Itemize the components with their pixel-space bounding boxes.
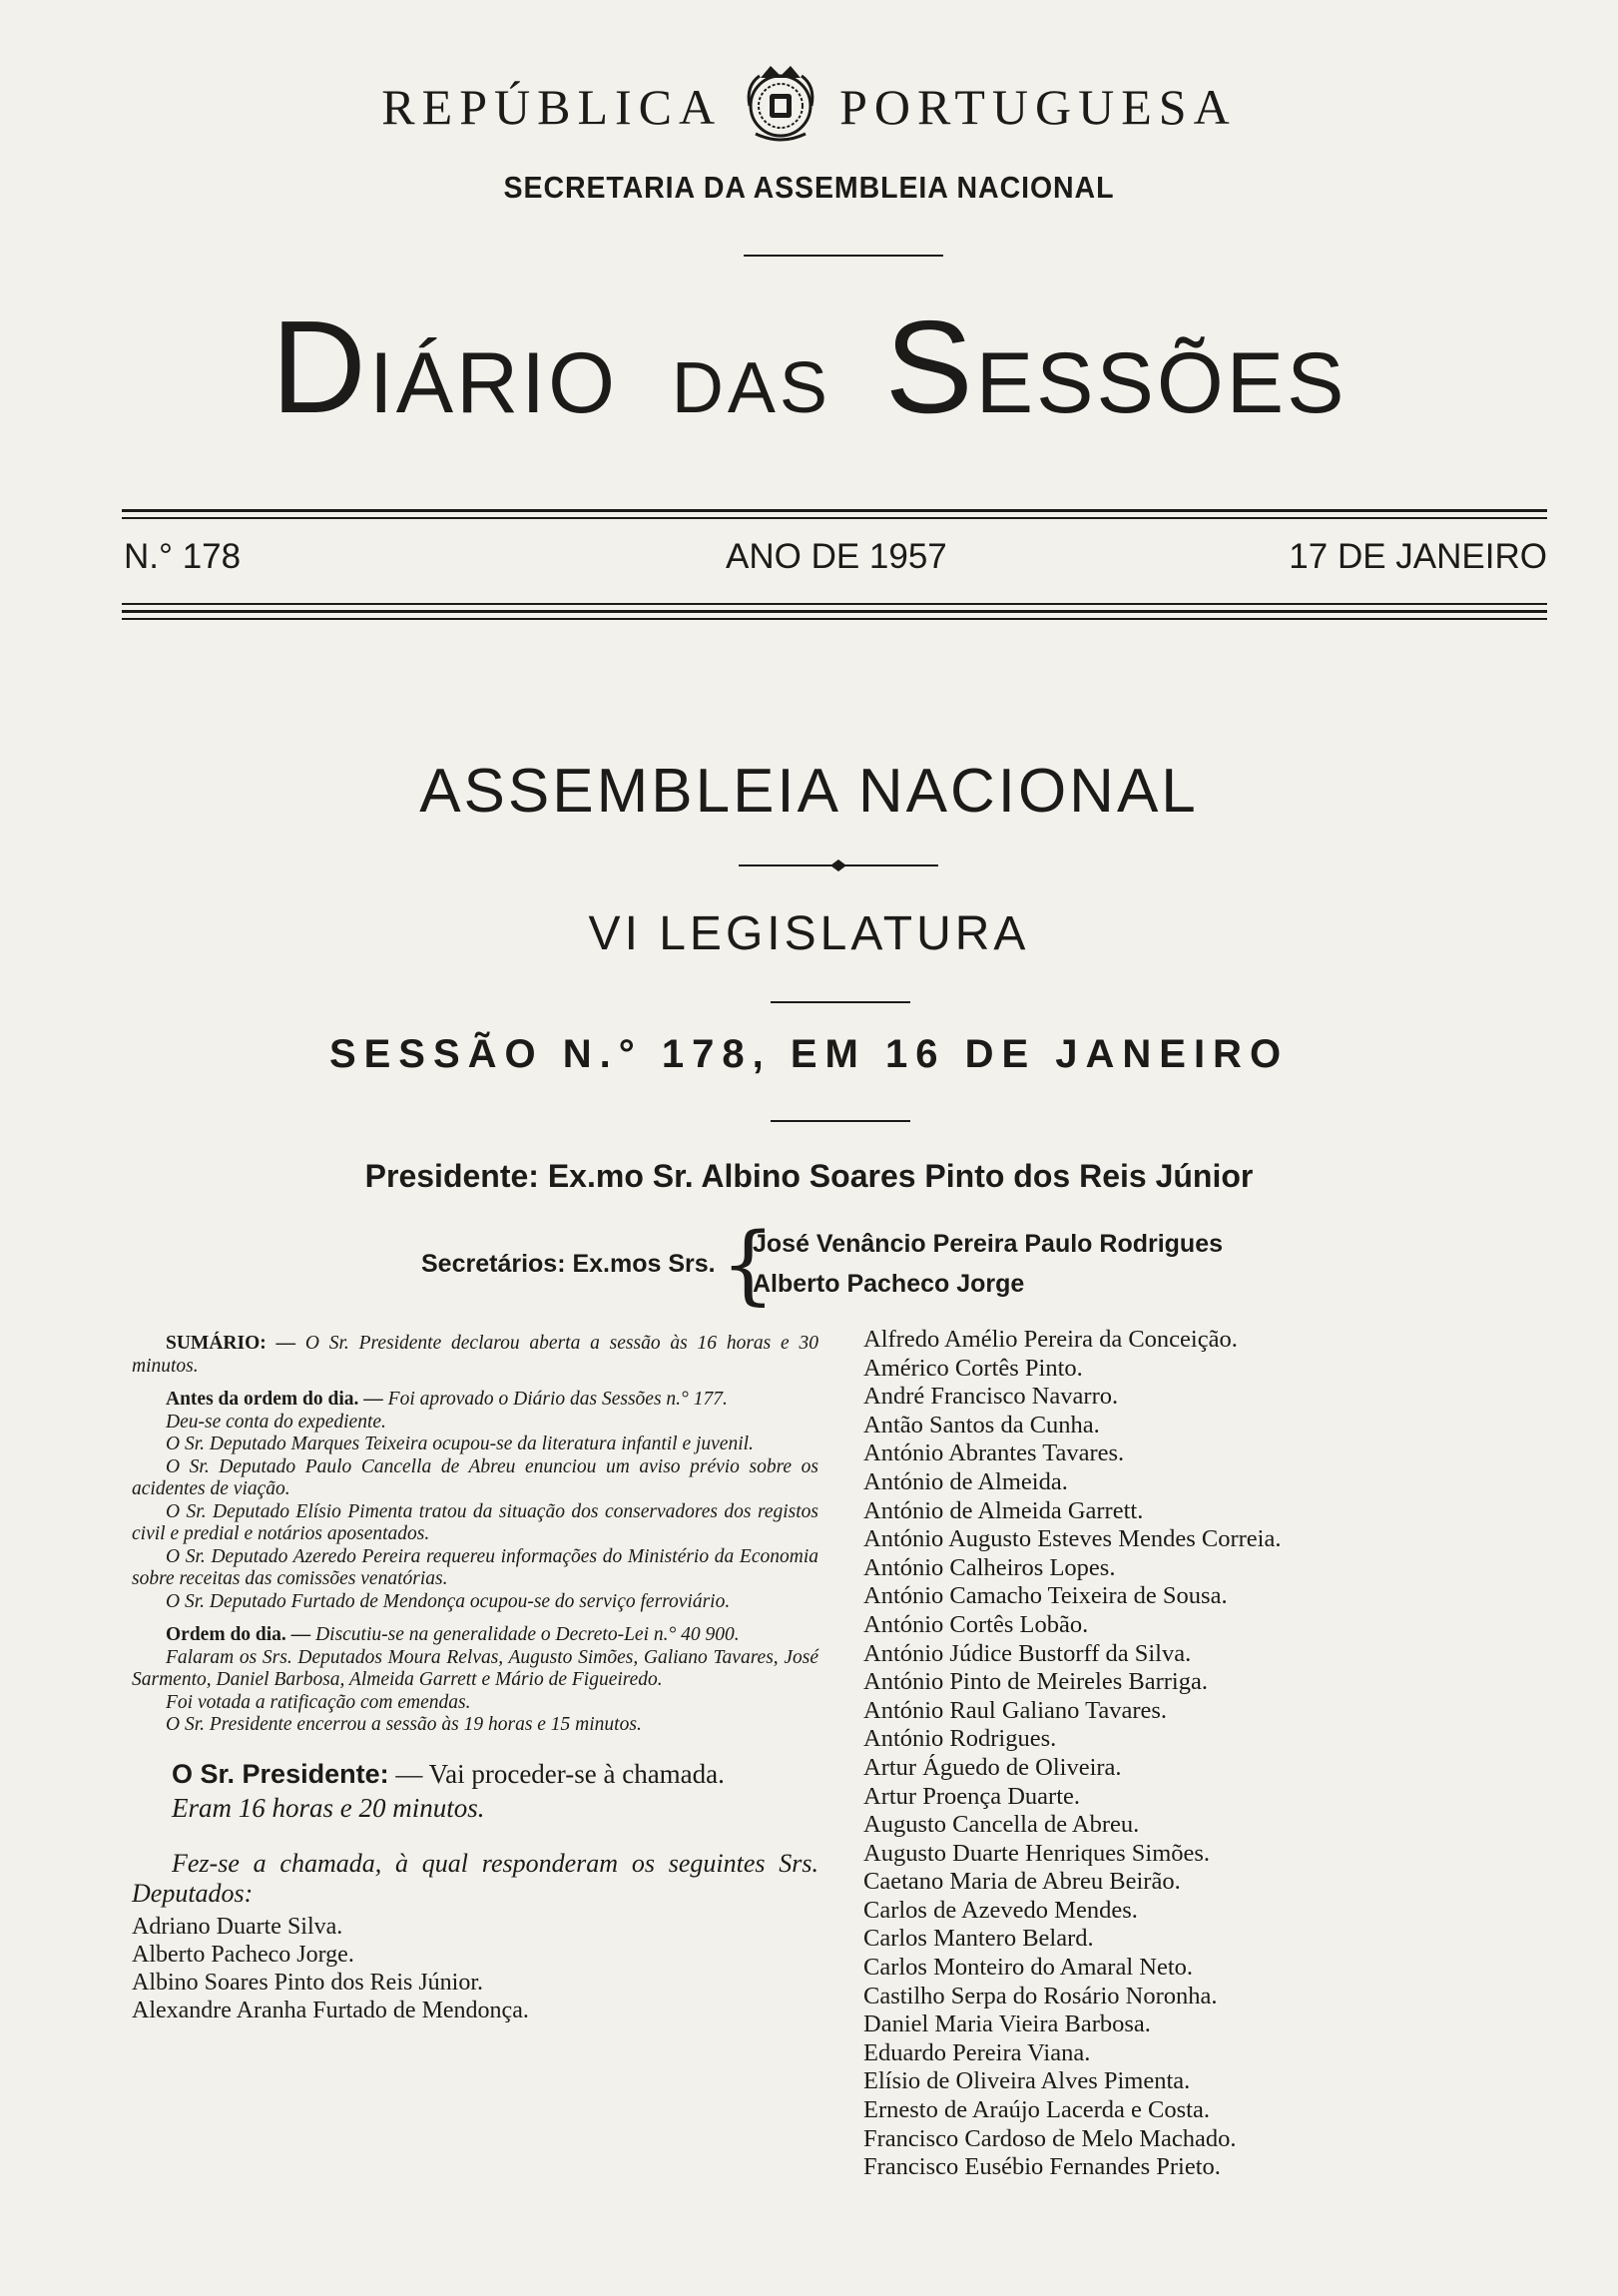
deputy-name: Augusto Cancella de Abreu.: [863, 1811, 1140, 1839]
deputy-name: Albino Soares Pinto dos Reis Júnior.: [132, 1969, 484, 1996]
deputy-name: António Augusto Esteves Mendes Correia.: [863, 1525, 1282, 1553]
masthead-initial-d: D: [270, 293, 369, 440]
summary-lead-text: O Sr. Presidente declarou aberta a sessão às 16 horas e 30 minutos.: [132, 1333, 818, 1377]
deputy-name: Francisco Eusébio Fernandes Prieto.: [863, 2153, 1221, 2181]
republica-right-text: PORTUGUESA: [839, 79, 1237, 135]
rule-bottom-2: [122, 610, 1547, 613]
deputy-name: António Abrantes Tavares.: [863, 1439, 1125, 1467]
republica-left-text: REPÚBLICA: [381, 79, 723, 135]
deputy-name: André Francisco Navarro.: [863, 1383, 1119, 1411]
deputy-name: Artur Proença Duarte.: [863, 1782, 1081, 1810]
masthead-word-sessoes: ESSÕES: [975, 335, 1348, 431]
summary-item: O Sr. Deputado Furtado de Mendonça ocupou-se do serviço ferroviário.: [166, 1590, 731, 1612]
summary-item: O Sr. Deputado Azeredo Pereira requereu informações do Ministério da Economia sobre receitas das comissões venatórias.: [132, 1545, 818, 1589]
deputy-name: Antão Santos da Cunha.: [863, 1411, 1100, 1438]
deputy-name: Ernesto de Araújo Lacerda e Costa.: [863, 2096, 1210, 2124]
secretary-1: José Venâncio Pereira Paulo Rodrigues: [753, 1230, 1224, 1258]
coat-of-arms-icon: [736, 56, 825, 146]
deputy-name: Artur Águedo de Oliveira.: [863, 1753, 1122, 1781]
summary-antes-text: Foi aprovado o Diário das Sessões n.° 177.: [387, 1389, 728, 1410]
divider: [771, 1001, 910, 1003]
rollcall-intro: Fez-se a chamada, à qual responderam os seguintes Srs. Deputados:: [132, 1848, 818, 1908]
deputy-name: António Pinto de Meireles Barriga.: [863, 1668, 1208, 1696]
deputy-name: Carlos de Azevedo Mendes.: [863, 1896, 1138, 1924]
president-line: [0, 1158, 1618, 1195]
issue-year: ANO DE 1957: [726, 537, 947, 576]
rule-top-1: [122, 509, 1547, 512]
deputy-name: Alexandre Aranha Furtado de Mendonça.: [132, 1997, 529, 2023]
issue-date: 17 DE JANEIRO: [1289, 537, 1547, 576]
assembly-title: ASSEMBLEIA NACIONAL: [419, 757, 1199, 826]
deputy-name: António Camacho Teixeira de Sousa.: [863, 1582, 1228, 1610]
session-title: SESSÃO N.° 178, EM 16 DE JANEIRO: [328, 1032, 1290, 1076]
masthead-word-das: DAS: [671, 348, 831, 428]
deputy-name: Castilho Serpa do Rosário Noronha.: [863, 1982, 1218, 2009]
deputy-name: Américo Cortês Pinto.: [863, 1354, 1083, 1382]
summary-ordem-item: Falaram os Srs. Deputados Moura Relvas, Augusto Simões, Galiano Tavares, José Sarmento, Daniel Barbosa, Almeida Garrett e Mário de Figueiredo.: [132, 1646, 818, 1690]
summary-item: O Sr. Deputado Paulo Cancella de Abreu enunciou um aviso prévio sobre os acidentes de viação.: [132, 1455, 818, 1499]
summary-ordem-label: Ordem do dia. —: [166, 1624, 311, 1645]
divider: [744, 255, 943, 257]
issue-row: [122, 537, 1547, 587]
deputy-name: Adriano Duarte Silva.: [132, 1913, 343, 1940]
summary-antes: [132, 1389, 818, 1412]
rule-bottom-1: [122, 603, 1547, 605]
deputies-list-left: [132, 1913, 818, 2024]
president-statement: [132, 1759, 818, 1789]
divider: [771, 1120, 910, 1122]
rule-bottom-3: [122, 618, 1547, 620]
summary-item: O Sr. Deputado Marques Teixeira ocupou-se da literatura infantil e juvenil.: [166, 1434, 754, 1454]
deputy-name: António Júdice Bustorff da Silva.: [863, 1639, 1192, 1667]
masthead-title: [0, 291, 1618, 442]
summary-ordem: [132, 1624, 818, 1647]
brace-icon: {: [721, 1215, 776, 1315]
summary-lead: [132, 1333, 818, 1378]
deputy-name: António de Almeida Garrett.: [863, 1496, 1144, 1524]
summary-item: O Sr. Deputado Elísio Pimenta tratou da situação dos conservadores dos registos civil e predial e notários aposentados.: [132, 1500, 818, 1544]
secretaries-label: Secretários: Ex.mos Srs.: [421, 1250, 716, 1278]
summary-lead-label: SUMÁRIO: —: [166, 1333, 296, 1354]
deputy-name: Caetano Maria de Abreu Beirão.: [863, 1868, 1181, 1896]
deputy-name: Carlos Mantero Belard.: [863, 1925, 1094, 1953]
deputy-name: Elísio de Oliveira Alves Pimenta.: [863, 2067, 1191, 2095]
deputy-name: Daniel Maria Vieira Barbosa.: [863, 2010, 1151, 2038]
deputy-name: Augusto Duarte Henriques Simões.: [863, 1839, 1211, 1867]
summary-item: Deu-se conta do expediente.: [166, 1411, 386, 1433]
deputy-name: Francisco Cardoso de Melo Machado.: [863, 2124, 1237, 2152]
deputy-name: Alberto Pacheco Jorge.: [132, 1941, 354, 1968]
secretaries-block: [419, 1215, 1298, 1315]
summary-ordem-text: Discutiu-se na generalidade o Decreto-Lei n.° 40 900.: [315, 1624, 740, 1645]
republica-header: [0, 78, 1618, 146]
deputy-name: Alfredo Amélio Pereira da Conceição.: [863, 1326, 1238, 1353]
summary-ordem-item: O Sr. Presidente encerrou a sessão às 19 horas e 15 minutos.: [166, 1714, 642, 1735]
deputy-name: António Rodrigues.: [863, 1725, 1057, 1753]
ornament-divider-icon: [739, 859, 938, 872]
deputy-name: Eduardo Pereira Viana.: [863, 2038, 1091, 2066]
deputy-name: Carlos Monteiro do Amaral Neto.: [863, 1954, 1194, 1982]
summary-block: [132, 1333, 818, 1737]
deputy-name: António Calheiros Lopes.: [863, 1553, 1116, 1581]
left-column: [132, 1333, 818, 2024]
president-statement-label: O Sr. Presidente:: [172, 1758, 389, 1789]
summary-ordem-item: Foi votada a ratificação com emendas.: [166, 1691, 471, 1713]
secretaria-line: SECRETARIA DA ASSEMBLEIA NACIONAL: [503, 170, 1115, 205]
time-note: Eram 16 horas e 20 minutos.: [172, 1792, 485, 1823]
summary-antes-label: Antes da ordem do dia. —: [166, 1389, 383, 1410]
issue-number: N.° 178: [124, 537, 242, 576]
deputy-name: António Raul Galiano Tavares.: [863, 1696, 1168, 1724]
rule-top-2: [122, 517, 1547, 519]
deputy-name: António de Almeida.: [863, 1467, 1068, 1495]
president-statement-text: — Vai proceder-se à chamada.: [395, 1758, 725, 1789]
secretary-2: Alberto Pacheco Jorge: [753, 1270, 1025, 1298]
deputies-list-right: [863, 1326, 1482, 2182]
masthead-initial-s: S: [884, 293, 976, 440]
president-label: Presidente: Ex.mo Sr.: [364, 1158, 694, 1194]
legislature-title: VI LEGISLATURA: [588, 907, 1030, 960]
president-name: Albino Soares Pinto dos Reis Júnior: [701, 1158, 1254, 1194]
masthead-word-diario: IÁRIO: [368, 335, 619, 431]
deputy-name: António Cortês Lobão.: [863, 1610, 1089, 1638]
